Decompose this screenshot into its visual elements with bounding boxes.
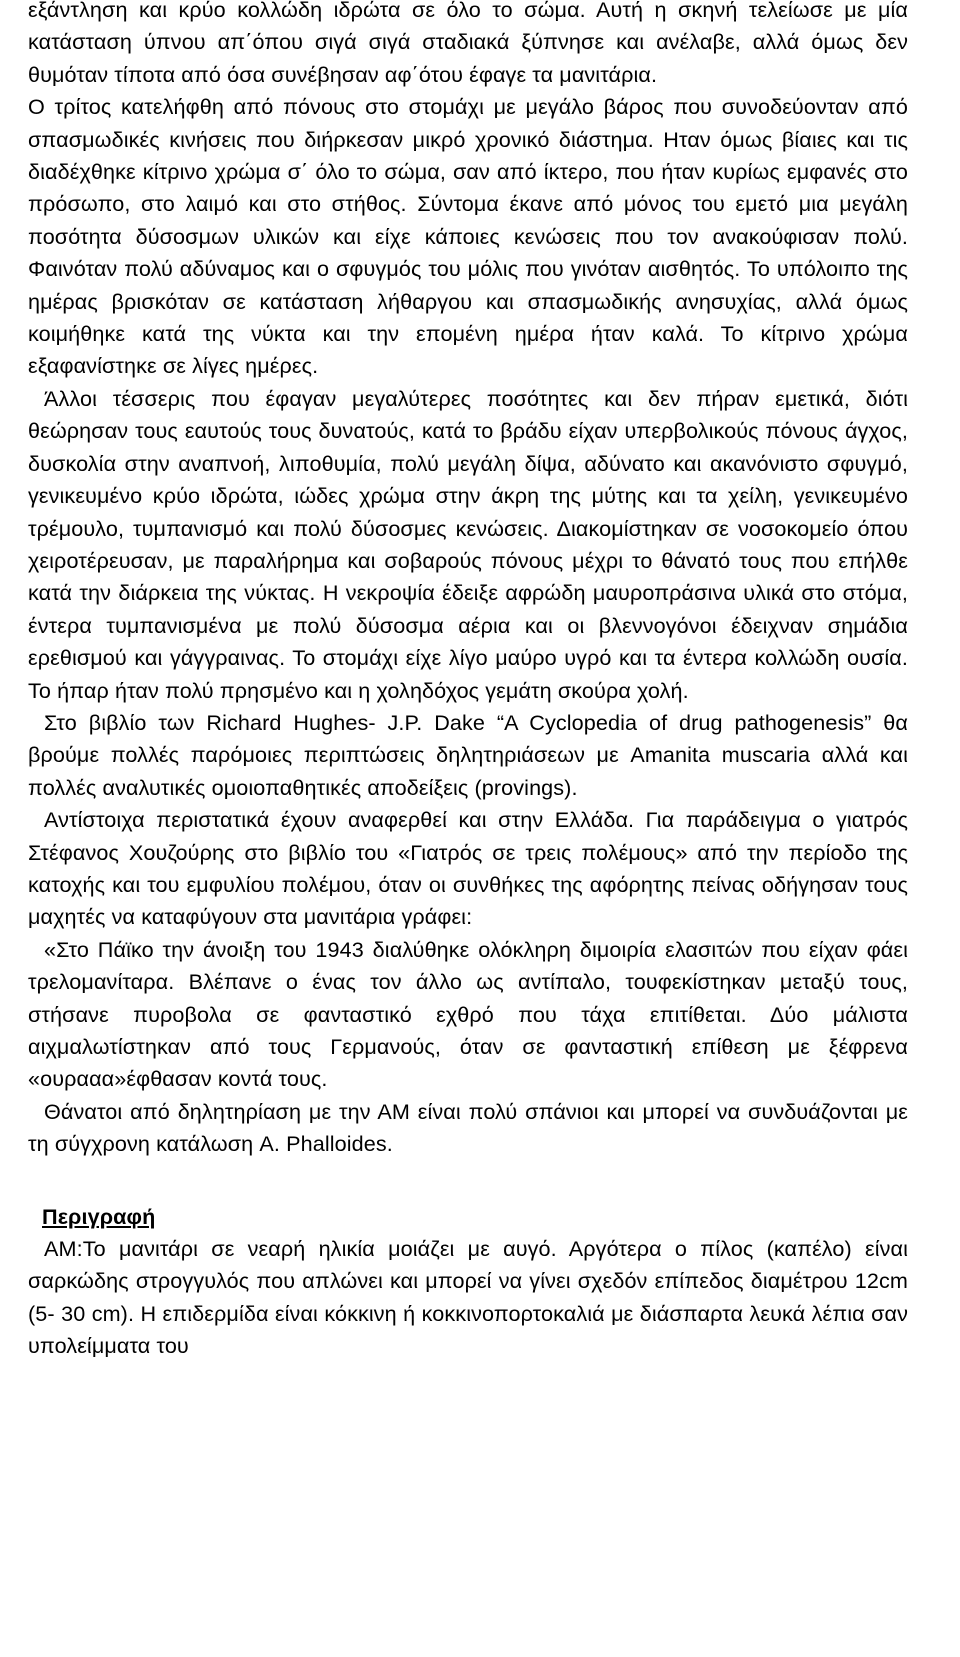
paragraph-second-victim-end: εξάντληση και κρύο κολλώδη ιδρώτα σε όλο το σώμα. Αυτή η σκηνή τελείωσε με μία κατάσταση ύπνου απ΄όπου σιγά σιγά σταδιακά ξύπνησε και ανέλαβε, αλλά όμως δεν θυμόταν τίποτα από όσα συνέβησαν αφ΄ότου έφαγε τα μανιτάρια.	[28, 0, 908, 87]
paragraph-cyclopedia-reference: Στο βιβλίο των Richard Hughes- J.P. Dake “A Cyclopedia of drug pathogenesis” θα βρούμε πολλές παρόμοιες περιπτώσεις δηλητηριάσεων με Amanita muscaria αλλά και πολλές αναλυτικές ομοιοπαθητικές αποδείξεις (provings).	[28, 709, 908, 800]
paragraph-third-victim: Ο τρίτος κατελήφθη από πόνους στο στομάχι με μεγάλο βάρος που συνοδεύονταν από σπασμωδικές κινήσεις που διήρκεσαν μικρό χρονικό διάστημα. Ηταν όμως βίαιες και τις διαδέχθηκε κίτρινο χρώμα σ΄ όλο το σώμα, σαν από ίκτερο, που ήταν κυρίως εμφανές στο πρόσωπο, στο λαιμό και στο στήθος. Σύντομα έκανε από μόνος του εμετό μια μεγάλη ποσότητα δύσοσμων υλικών και είχε κάποιες κενώσεις που τον ανακούφισαν πολύ. Φαινόταν πολύ αδύναμος και ο σφυγμός του μόλις που γινόταν αισθητός. Το υπόλοιπο της ημέρας βρισκόταν σε κατάσταση λήθαργου και σπασμωδικής ανησυχίας, αλλά όμως κοιμήθηκε κατά της νύκτα και την επομένη ημέρα ήταν καλά. Το κίτρινο χρώμα εξαφανίστηκε σε λίγες ημέρες.	[28, 94, 908, 379]
section-heading-description: Περιγραφή	[42, 1203, 156, 1229]
paragraph-greece-cases: Αντίστοιχα περιστατικά έχουν αναφερθεί και στην Ελλάδα. Για παράδειγμα ο γιατρός Στέφανος Χουζούρης στο βιβλίο του «Γιατρός σε τρεις πολέμους» από την περίοδο της κατοχής και του εμφυλίου πολέμου, όταν οι συνθήκες της αφόρητης πείνας οδήγησαν τους μαχητές να καταφύγουν στα μανιτάρια γράφει:	[28, 807, 908, 930]
paragraph-quote-paiko: «Στο Πάϊκο την άνοιξη του 1943 διαλύθηκε ολόκληρη διμοιρία ελασιτών που είχαν φάει τρελομανίταρα. Βλέπανε ο ένας τον άλλο ως αντίπαλο, τουφεκίστηκαν μεταξύ τους, στήσανε πυροβολα σε φανταστικό εχθρό που τάχα επιτίθεται. Δύο μάλιστα αιχμαλωτίστηκαν από τους Γερμανούς, όταν σε φανταστική επίθεση με ξέφρενα «ουρααα»έφθασαν κοντά τους.	[28, 936, 908, 1092]
document-page	[28, 0, 908, 1363]
paragraph-deaths: Θάνατοι από δηλητηρίαση με την ΑΜ είναι πολύ σπάνιοι και μπορεί να συνδυάζονται με τη σύγχρονη κατάλωση A. Phalloides.	[28, 1098, 908, 1157]
paragraph-four-others: Άλλοι τέσσερις που έφαγαν μεγαλύτερες ποσότητες και δεν πήραν εμετικά, διότι θεώρησαν τους εαυτούς τους δυνατούς, κατά το βράδυ είχαν υπερβολικούς πόνους άγχος, δυσκολία στην αναπνοή, λιποθυμία, πολύ μεγάλη δίψα, αδύνατο και ακανόνιστο σφυγμό, γενικευμένο κρύο ιδρώτα, ιώδες χρώμα στην άκρη της μύτης και τα χείλη, γενικευμένο τρέμουλο, τυμπανισμό και πολύ δύσοσμες κενώσεις. Διακομίστηκαν σε νοσοκομείο όπου χειροτέρευσαν, με παραλήρημα και σοβαρούς πόνους μέχρι το θάνατό τους που επήλθε κατά την διάρκεια της νύκτας. Η νεκροψία έδειξε αφρώδη μαυροπράσινα υλικά στο στόμα, έντερα τυμπανισμένα με πολύ δύσοσμα αέρια και οι βλεννογόνοι έδειχναν σημάδια ερεθισμού και γάγγραινας. Το στομάχι είχε λίγο μαύρο υγρό και τα έντερα κολλώδη ουσία. Το ήπαρ ήταν πολύ πρησμένο και η χοληδόχος γεμάτη σκούρα χολή.	[28, 385, 908, 703]
paragraph-description: ΑΜ:Το μανιτάρι σε νεαρή ηλικία μοιάζει με αυγό. Αργότερα ο πίλος (καπέλο) είναι σαρκώδης στρογγυλός που απλώνει και μπορεί να γίνει σχεδόν επίπεδος διαμέτρου 12cm (5- 30 cm). Η επιδερμίδα είναι κόκκινη ή κοκκινοπορτοκαλιά με διάσπαρτα λευκά λέπια σαν υπολείμματα του	[28, 1236, 908, 1359]
